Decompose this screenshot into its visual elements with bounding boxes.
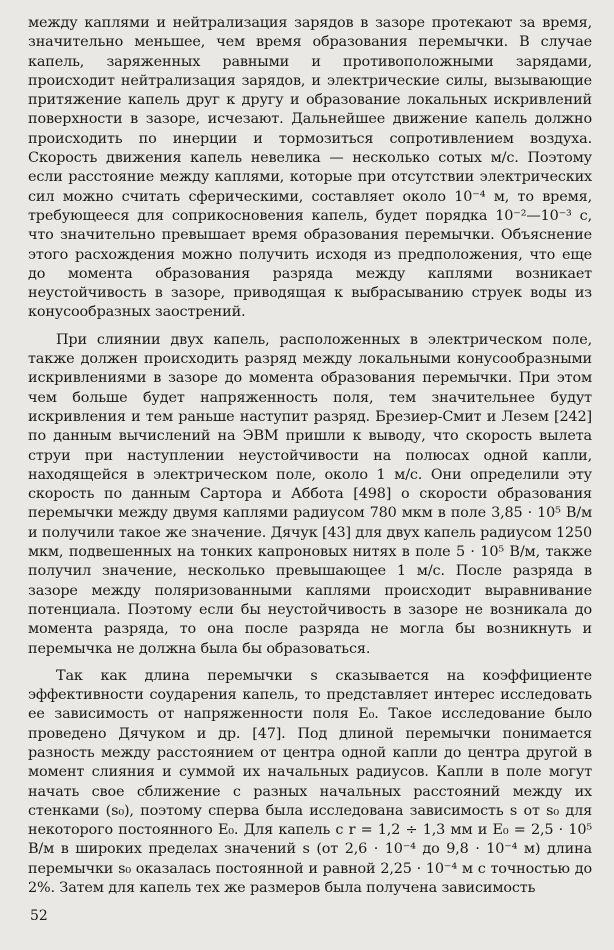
paragraph-3: Так как длина перемычки s сказывается на коэффициенте эффективности соударения капель, то представляет интерес исследовать ее зависимость от напряженности поля E₀. Такое исследование было проведено Дячуком и др. [47]. Под длиной перемычки понимается разность между расстоянием от центра одной капли до центра другой в момент слияния и суммой их начальных радиусов. Капли в поле могут начать свое сближение с разных начальных расстояний между их стенками (s₀), поэтому сперва была исследована зависимость s от s₀ для некоторого постоянного E₀. Для капель с r = 1,2 ÷ 1,3 мм и E₀ = 2,5 · 10⁵ В/м в широких пределах значений s (от 2,6 · 10⁻⁴ до 9,8 · 10⁻⁴ м) длина перемычки s₀ оказалась постоянной и равной 2,25 · 10⁻⁴ м с точностью до 2%. Затем для капель тех же размеров была получена зависимость xyxy=(28,667,592,897)
body-text xyxy=(28,14,592,898)
paragraph-1: между каплями и нейтрализация зарядов в зазоре протекают за время, значительно меньшее, чем время образования перемычки. В случае капель, заряженных равными и противоположными зарядами, происходит нейтрализация зарядов, и электрические силы, вызывающие притяжение капель друг к другу и образование локальных искривлений поверхности в зазоре, исчезают. Дальнейшее движение капель должно происходить по инерции и тормозиться сопротивлением воздуха. Скорость движения капель невелика — несколько сотых м/с. Поэтому если расстояние между каплями, которые при отсутствии электрических сил можно считать сферическими, составляет около 10⁻⁴ м, то время, требующееся для соприкосновения капель, будет порядка 10⁻²—10⁻³ с, что значительно превышает время образования перемычки. Объяснение этого расхождения можно получить исходя из предположения, что еще до момента образования разряда между каплями возникает неустойчивость в зазоре, приводящая к выбрасыванию струек воды из конусообразных заострений. xyxy=(28,15,592,321)
page-number: 52 xyxy=(30,908,48,924)
paragraph-2: При слиянии двух капель, расположенных в электрическом поле, также должен происходить разряд между локальными конусообразными искривлениями в зазоре до момента образования перемычки. При этом чем больше будет напряженность поля, тем значительнее будут искривления и тем раньше наступит разряд. Брезиер-Смит и Лезем [242] по данным вычислений на ЭВМ пришли к выводу, что скорость вылета струи при наступлении неустойчивости на полюсах одной капли, находящейся в электрическом поле, около 1 м/с. Они определили эту скорость по данным Сартора и Аббота [498] о скорости образования перемычки между двумя каплями радиусом 780 мкм в поле 3,85 · 10⁵ В/м и получили такое же значение. Дячук [43] для двух капель радиусом 1250 мкм, подвешенных на тонких капроновых нитях в поле 5 · 10⁵ В/м, также получил значение, несколько превышающее 1 м/с. После разряда в зазоре между поляризованными каплями происходит выравнивание потенциала. Поэтому если бы неустойчивость в зазоре не возникала до момента разряда, то она после разряда не могла бы возникнуть и перемычка не должна была бы образоваться. xyxy=(28,331,592,657)
